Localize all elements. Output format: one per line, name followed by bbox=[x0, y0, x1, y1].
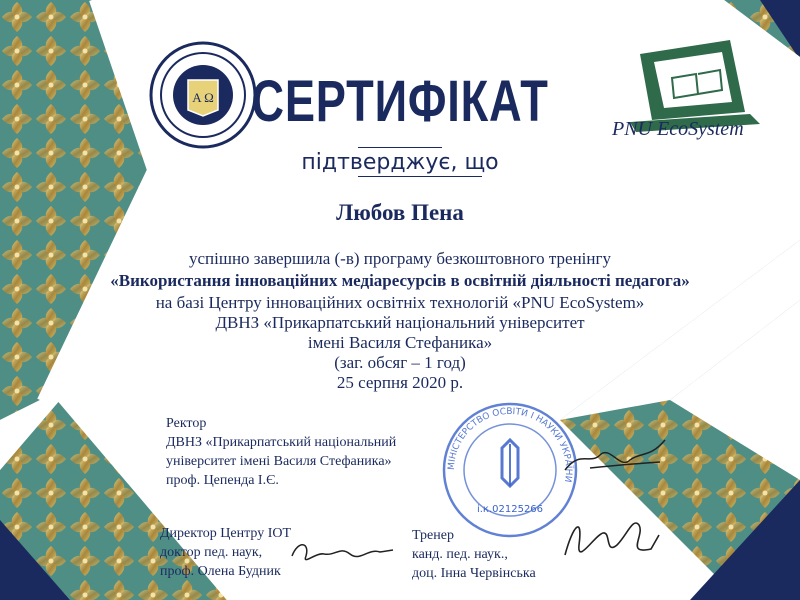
subtitle-underline bbox=[358, 176, 482, 177]
date-line: 25 серпня 2020 р. bbox=[336, 373, 464, 392]
director-name: проф. Олена Будник bbox=[160, 564, 281, 579]
rector-role: Ректор bbox=[166, 416, 207, 431]
director-role: Директор Центру ІОТ bbox=[160, 526, 292, 541]
director-signature-block bbox=[160, 524, 291, 581]
duration-line: (заг. обсяг – 1 год) bbox=[334, 353, 466, 372]
director-signature bbox=[288, 532, 398, 572]
university-line-1: ДВНЗ «Прикарпатський національний університет bbox=[215, 313, 585, 332]
rector-signature bbox=[560, 430, 670, 490]
trainer-degree: канд. пед. наук., bbox=[412, 547, 508, 562]
stamp-ring-text: МІНІСТЕРСТВО ОСВІТИ І НАУКИ УКРАЇНИ bbox=[446, 406, 574, 484]
trainer-signature bbox=[555, 505, 665, 575]
seal-letters: Α Ω bbox=[192, 90, 214, 105]
ecosystem-logo-text: PNU EcoSystem bbox=[612, 118, 744, 140]
rector-signature-block bbox=[166, 414, 396, 490]
trainer-name: доц. Інна Червінська bbox=[412, 566, 536, 581]
recipient-name: Любов Пена bbox=[336, 200, 464, 225]
trainer-role: Тренер bbox=[412, 528, 454, 543]
rector-name: проф. Цепенда І.Є. bbox=[166, 473, 279, 488]
certificate-subtitle: підтверджує, що bbox=[301, 150, 499, 175]
director-degree: доктор пед. наук, bbox=[160, 545, 263, 560]
center-line: на базі Центру інноваційних освітніх технологій «PNU EcoSystem» bbox=[155, 293, 645, 312]
university-line-2: імені Василя Стефаника» bbox=[307, 333, 493, 352]
subtitle-overline bbox=[358, 147, 442, 148]
rector-org-line1: ДВНЗ «Прикарпатський національний bbox=[166, 435, 397, 450]
rector-org-line2: університет імені Василя Стефаника» bbox=[166, 454, 392, 469]
training-title: «Використання інноваційних медіаресурсів в освітній діяльності педагога» bbox=[110, 271, 690, 290]
completion-line: успішно завершила (-в) програму безкоштовного тренінгу bbox=[189, 249, 611, 268]
certificate-title: СЕРТИФІКАТ bbox=[251, 69, 549, 134]
stamp-code: і.к.02125266 bbox=[476, 504, 544, 515]
trainer-signature-block bbox=[412, 526, 536, 583]
